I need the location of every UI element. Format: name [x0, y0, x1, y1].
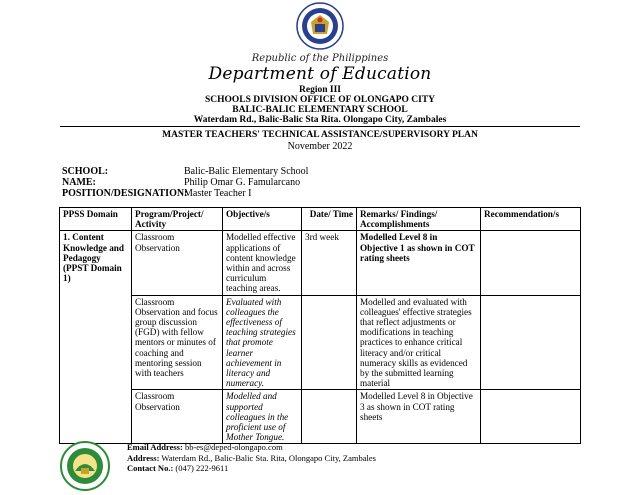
objective-cell: Modelled effective applications of content knowledge within and across curriculum teaching areas.: [223, 231, 302, 295]
footer-email-value: bb-es@deped-olongapo.com: [184, 442, 283, 452]
footer-contact-value: (047) 222-9611: [175, 463, 229, 473]
header-recommendations: Recommendation/s: [481, 208, 581, 231]
supervisory-plan-table: [59, 207, 581, 444]
recommendation-cell: [481, 295, 581, 390]
plan-title: MASTER TEACHERS' TECHNICAL ASSISTANCE/SUPERVISORY PLAN: [162, 130, 478, 140]
footer-address-value: Waterdam Rd., Balic-Balic Sta. Rita, Olongapo City, Zambales: [161, 452, 376, 463]
republic-line: Republic of the Philippines: [251, 53, 389, 64]
table-header-row: [60, 208, 581, 231]
activity-cell: Classroom Observation: [132, 390, 223, 444]
deped-seal-logo: [296, 2, 344, 50]
table-row: [60, 295, 581, 390]
activity-cell: Classroom Observation: [132, 231, 223, 295]
footer-contact: [127, 442, 376, 474]
activity-cell: Classroom Observation and focus group discussion (FGD) with fellow mentors or minutes of coaching and mentoring session with teachers: [132, 295, 223, 390]
date-cell: [302, 295, 357, 390]
domain-cell: 1. Content Knowledge and Pedagogy (PPST Domain 1): [60, 231, 132, 444]
footer-email-label: Email Address:: [127, 442, 183, 452]
info-name-label: NAME:: [62, 177, 96, 188]
info-school-label: SCHOOL:: [62, 166, 109, 177]
objective-cell: Modelled and supported colleagues in the proficient use of Mother Tongue.: [223, 390, 302, 444]
table-row: [60, 390, 581, 444]
info-school-value: Balic-Balic Elementary School: [184, 166, 309, 177]
remarks-cell: Modelled Level 8 in Objective 1 as shown in COT rating sheets: [357, 231, 481, 295]
recommendation-cell: [481, 390, 581, 444]
footer-address-row: [127, 453, 376, 464]
plan-date: November 2022: [287, 141, 353, 152]
info-position-value: Master Teacher I: [184, 188, 252, 199]
info-position-label: POSITION/DESIGNATION:: [62, 188, 188, 199]
footer-email-row: [127, 442, 376, 453]
table-row: [60, 231, 581, 295]
header-activity: Program/Project/ Activity: [132, 208, 223, 231]
recommendation-cell: [481, 231, 581, 295]
remarks-cell: Modelled Level 8 in Objective 3 as shown in COT rating sheets: [357, 390, 481, 444]
school-line: BALIC-BALIC ELEMENTARY SCHOOL: [232, 105, 408, 115]
objective-cell: Evaluated with colleagues the effectiveness of teaching strategies that promote learner achievement in literacy and numeracy.: [223, 295, 302, 390]
header-date-time: Date/ Time: [302, 208, 357, 231]
header-ppss-domain: PPSS Domain: [60, 208, 132, 231]
footer-contact-label: Contact No.:: [127, 463, 174, 473]
header-divider: [60, 126, 580, 127]
region-line: Region III: [299, 85, 341, 95]
department-name: Department of Education: [208, 64, 432, 84]
address-line: Waterdam Rd., Balic-Balic Sta Rita. Olongapo City, Zambales: [193, 115, 447, 125]
footer-address-label: Address:: [127, 452, 160, 463]
remarks-cell: Modelled and evaluated with colleagues' effective strategies that reflect adjustments or modifications in teaching practices to enhance critical literacy and/or critical numeracy skills as evidenced by the submitted learning material: [357, 295, 481, 390]
date-cell: 3rd week: [302, 231, 357, 295]
info-name-value: Philip Omar G. Famularcano: [184, 177, 301, 188]
header-remarks: Remarks/ Findings/ Accomplishments: [357, 208, 481, 231]
header-objectives: Objective/s: [223, 208, 302, 231]
school-logo: [60, 441, 110, 491]
footer-contact-row: [127, 463, 376, 474]
date-cell: [302, 390, 357, 444]
division-line: SCHOOLS DIVISION OFFICE OF OLONGAPO CITY: [204, 95, 436, 105]
